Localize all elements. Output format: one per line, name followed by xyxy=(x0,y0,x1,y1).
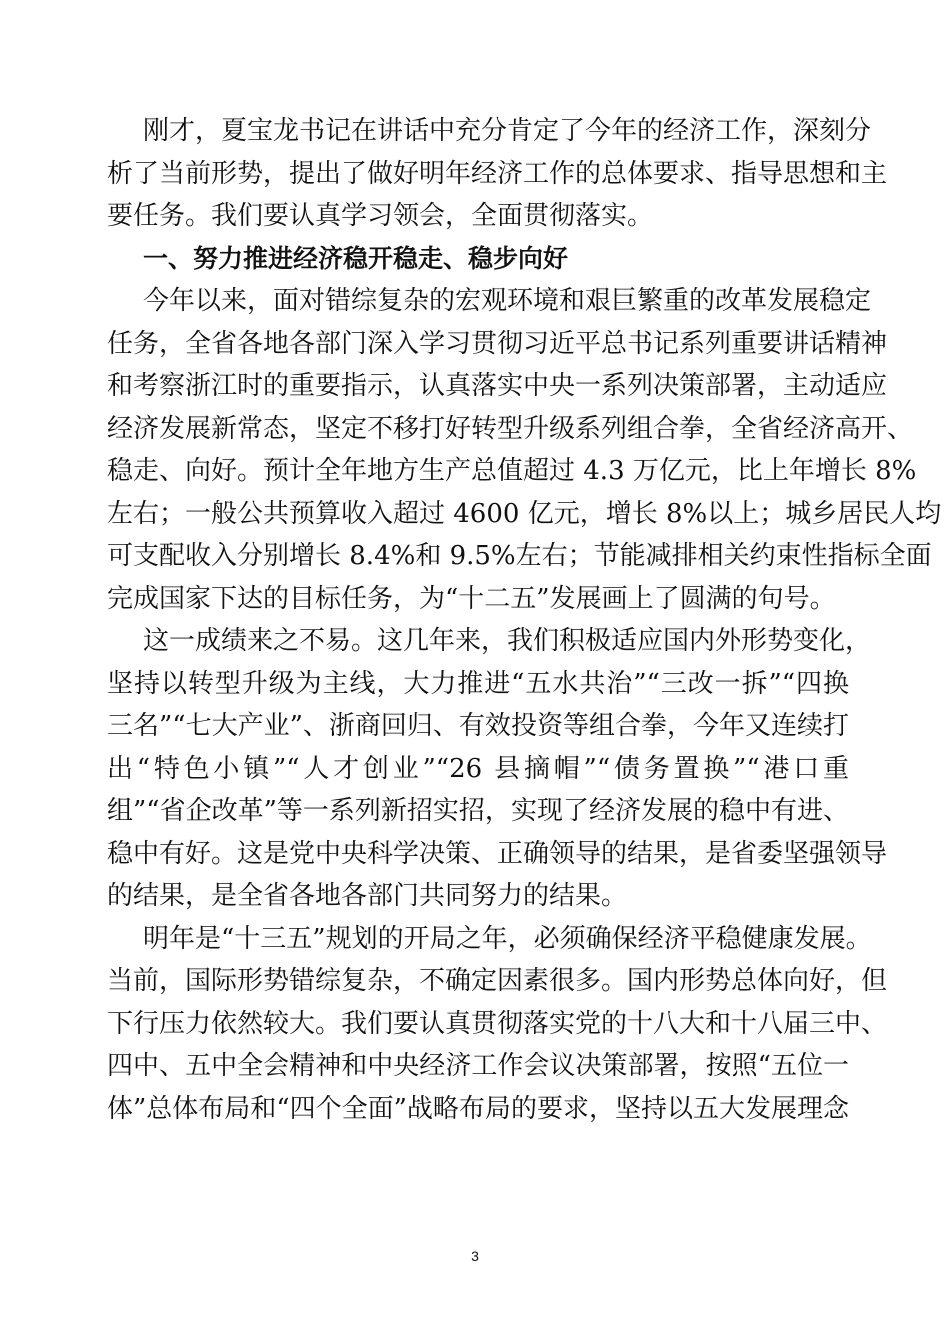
paragraph-line: 刚才，夏宝龙书记在讲话中充分肯定了今年的经济工作，深刻分 xyxy=(143,116,872,146)
paragraph-line: 和考察浙江时的重要指示，认真落实中央一系列决策部署，主动适应 xyxy=(107,371,888,401)
paragraph-line: 稳走、向好。预计全年地方生产总值超过 4.3 万亿元，比上年增长 8% xyxy=(107,456,917,486)
paragraph-line: 坚持以转型升级为主线，大力推进“五水共治”“三改一拆”“四换 xyxy=(107,668,849,699)
paragraph-line: 完成国家下达的目标任务，为“十二五”发展画上了圆满的句号。 xyxy=(107,583,836,614)
paragraph-line: 要任务。我们要认真学习领会，全面贯彻落实。 xyxy=(107,201,654,231)
paragraph-line: 当前，国际形势错综复杂，不确定因素很多。国内形势总体向好，但 xyxy=(107,966,888,996)
paragraph-line: 下行压力依然较大。我们要认真贯彻落实党的十八大和十八届三中、 xyxy=(107,1008,888,1039)
paragraph-line: 明年是“十三五”规划的开局之年，必须确保经济平稳健康发展。 xyxy=(143,923,872,954)
page-number: 3 xyxy=(471,1248,479,1264)
paragraph-line: 可支配收入分别增长 8.4%和 9.5%左右；节能减排相关约束性指标全面 xyxy=(107,541,932,571)
paragraph-line: 的结果，是全省各地各部门共同努力的结果。 xyxy=(107,881,628,911)
paragraph-line: 析了当前形势，提出了做好明年经济工作的总体要求、指导思想和主 xyxy=(107,158,888,189)
paragraph-line: 体”总体布局和“四个全面”战略布局的要求，坚持以五大发展理念 xyxy=(107,1093,849,1124)
paragraph-line: 经济发展新常态，坚定不移打好转型升级系列组合拳，全省经济高开、 xyxy=(107,413,914,444)
document-body xyxy=(107,110,942,1130)
paragraph-line: 左右；一般公共预算收入超过 4600 亿元，增长 8%以上；城乡居民人均 xyxy=(107,498,942,529)
section-heading: 一、努力推进经济稳开稳走、稳步向好 xyxy=(143,243,569,273)
paragraph-line: 组”“省企改革”等一系列新招实招，实现了经济发展的稳中有进、 xyxy=(107,796,849,826)
paragraph-line: 三名”“七大产业”、浙商回归、有效投资等组合拳，今年又连续打 xyxy=(107,711,849,741)
paragraph-line: 四中、五中全会精神和中央经济工作会议决策部署，按照“五位一 xyxy=(107,1051,849,1081)
paragraph-line: 出“特色小镇”“人才创业”“26 县摘帽”“债务置换”“港口重 xyxy=(107,753,849,784)
paragraph-line: 任务，全省各地各部门深入学习贯彻习近平总书记系列重要讲话精神 xyxy=(107,328,888,359)
paragraph-line: 这一成绩来之不易。这几年来，我们积极适应国内外形势变化， xyxy=(143,626,872,656)
paragraph-line: 今年以来，面对错综复杂的宏观环境和艰巨繁重的改革发展稳定 xyxy=(143,286,872,316)
paragraph-line: 稳中有好。这是党中央科学决策、正确领导的结果，是省委坚强领导 xyxy=(107,838,888,869)
